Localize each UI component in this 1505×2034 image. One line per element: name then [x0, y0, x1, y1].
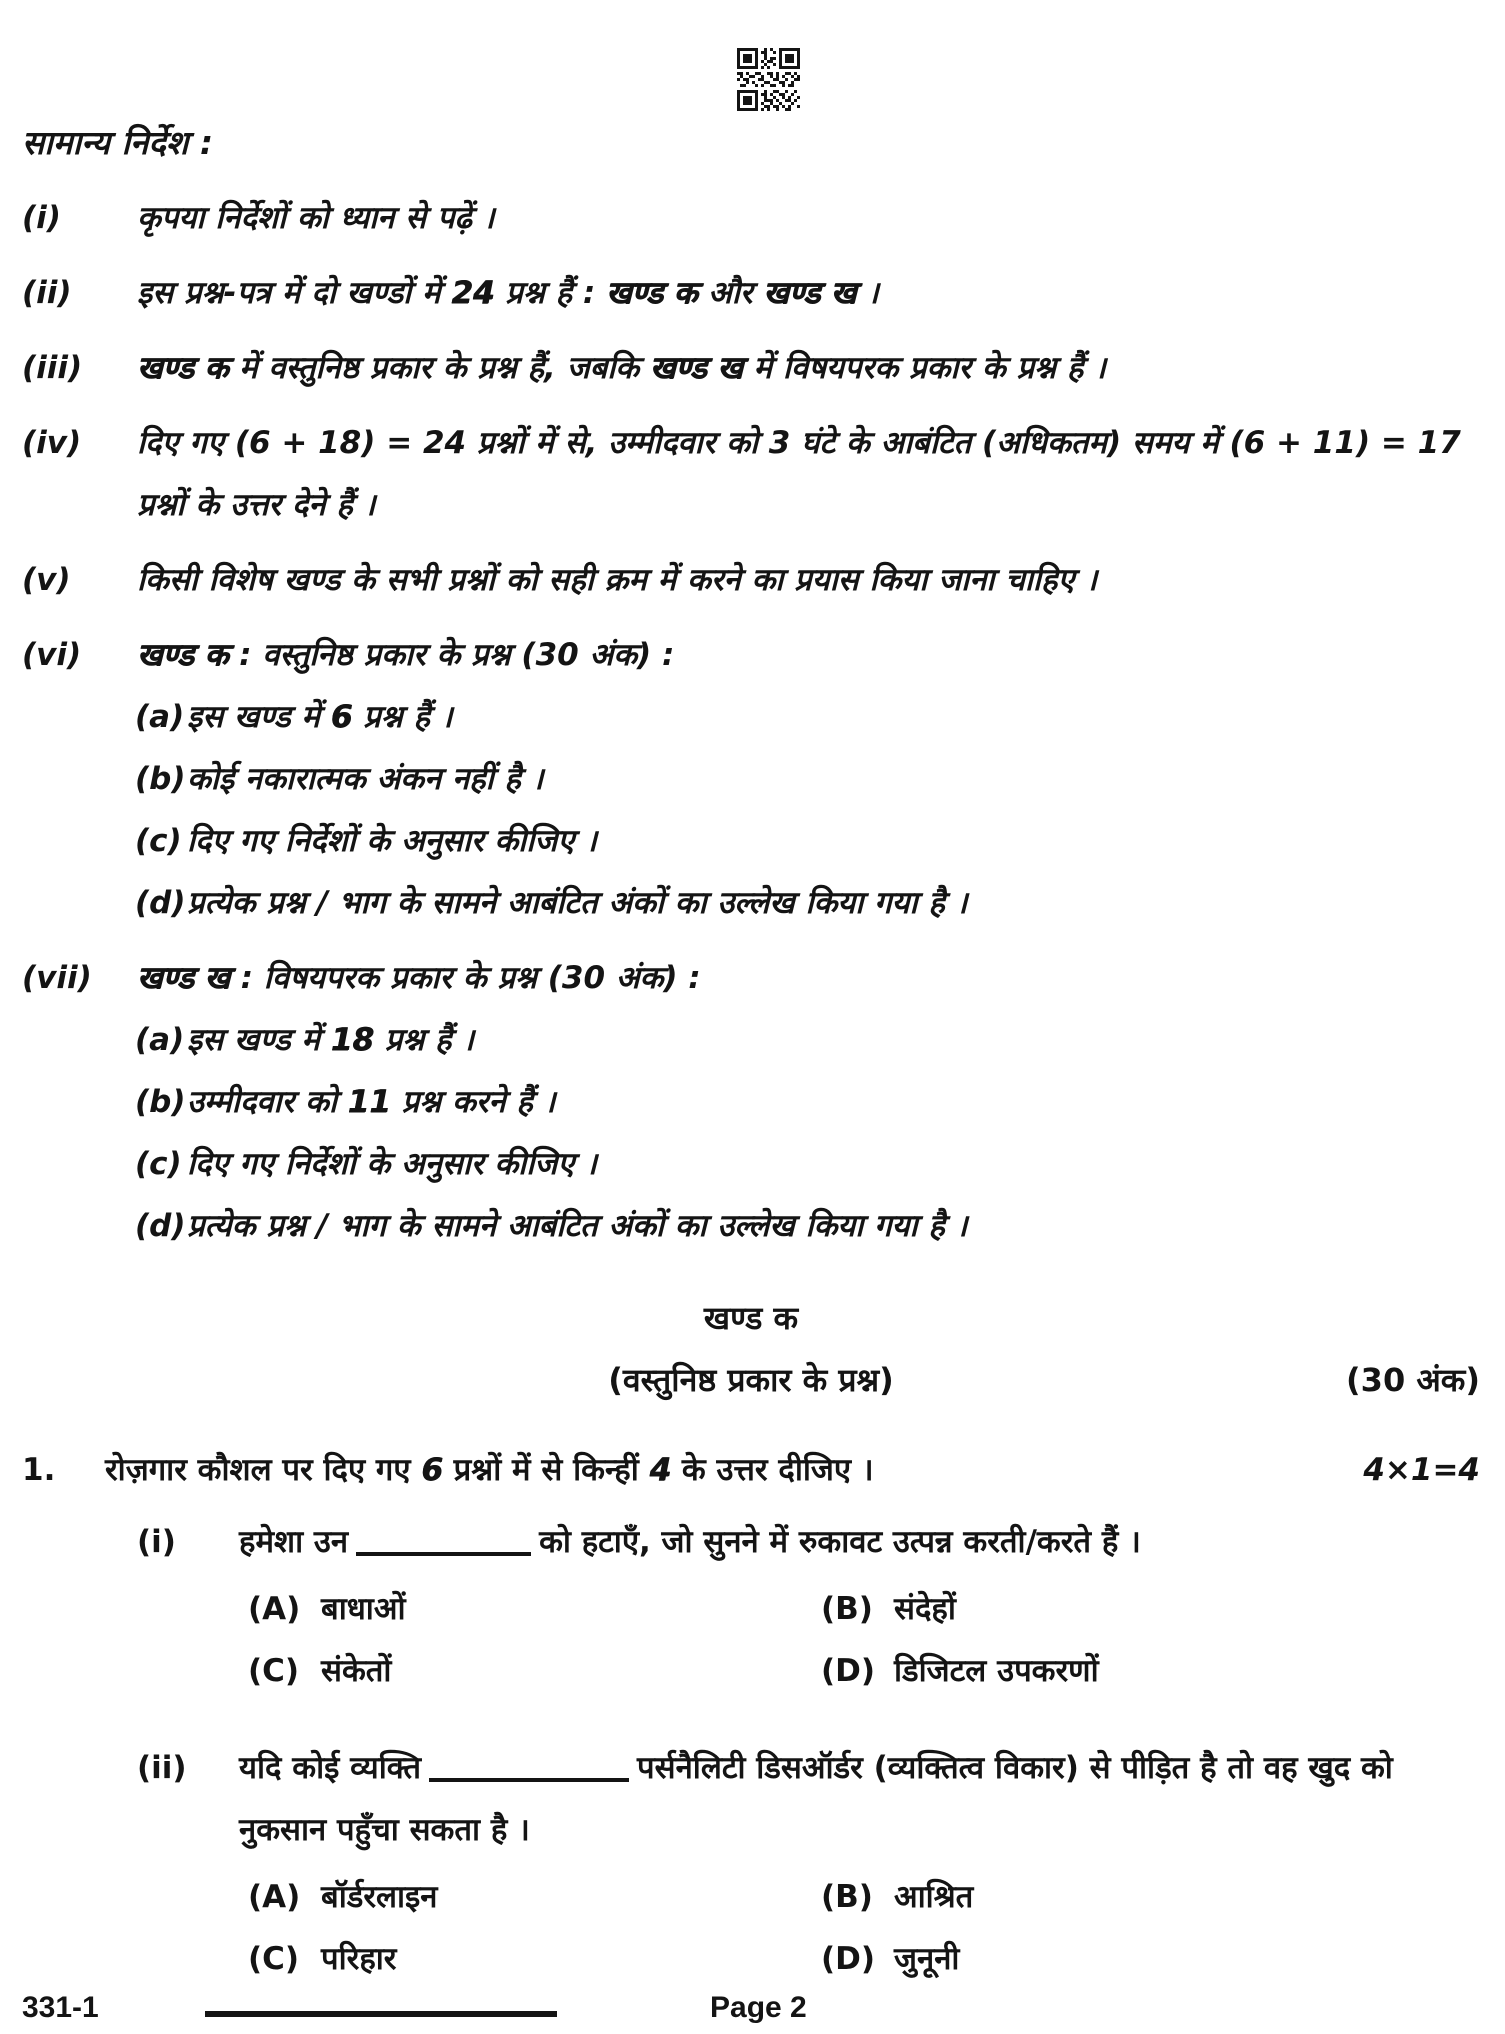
section-subtitle: (वस्तुनिष्ठ प्रकार के प्रश्न) [608, 1361, 894, 1399]
question-text: रोज़गार कौशल पर दिए गए 6 प्रश्नों में से किन्हीं 4 के उत्तर दीजिए । [105, 1452, 874, 1488]
sub-instruction-b [135, 748, 1480, 810]
option-c [248, 1640, 821, 1702]
sub-instruction-letter: (d) [135, 1208, 186, 1244]
instruction-item-vii [22, 947, 1480, 1009]
option-label: (C) [248, 1653, 300, 1689]
instruction-number: (i) [22, 200, 61, 236]
sub-instruction-b [135, 1071, 1480, 1133]
instruction-text: किसी विशेष खण्ड के सभी प्रश्नों को सही क्रम में करने का प्रयास किया जाना चाहिए । [137, 562, 1098, 598]
sub-instruction-text: प्रत्येक प्रश्न / भाग के सामने आबंटित अंकों का उल्लेख किया गया है । [187, 1208, 968, 1244]
option-a [248, 1866, 821, 1928]
subquestion-text: हमेशा उन को हटाएँ, जो सुनने में रुकावट उत्पन्न करती/करते हैं । [239, 1524, 1141, 1560]
qr-code-icon [737, 48, 800, 111]
sub-instruction-text: उम्मीदवार को 11 प्रश्न करने हैं । [187, 1084, 556, 1120]
instruction-item-v [22, 549, 1480, 611]
option-d [821, 1928, 1480, 1990]
fill-in-blank [356, 1551, 531, 1556]
sub-instruction-text: दिए गए निर्देशों के अनुसार कीजिए । [187, 823, 597, 859]
option-text: जुनूनी [894, 1941, 960, 1977]
sub-instruction-a [135, 1009, 1480, 1071]
qr-code-graphic [737, 48, 800, 111]
subquestion-number: (ii) [137, 1750, 187, 1786]
sub-instruction-text: दिए गए निर्देशों के अनुसार कीजिए । [187, 1146, 597, 1182]
option-label: (B) [821, 1879, 873, 1915]
instruction-number: (vi) [22, 637, 82, 673]
instruction-number: (vii) [22, 960, 92, 996]
instruction-number: (v) [22, 562, 71, 598]
instruction-number: (iii) [22, 350, 83, 386]
sub-instruction-letter: (b) [135, 761, 186, 797]
option-b [821, 1578, 1480, 1640]
instruction-number: (ii) [22, 275, 72, 311]
section-subtitle-row [22, 1349, 1480, 1411]
options-grid [248, 1866, 1480, 1990]
sub-instruction-text: कोई नकारात्मक अंकन नहीं है । [187, 761, 544, 797]
sub-instruction-letter: (a) [135, 699, 185, 735]
instruction-item-vi [22, 624, 1480, 686]
option-text: बाधाओं [321, 1591, 406, 1627]
option-text: आश्रित [894, 1879, 974, 1915]
option-label: (A) [248, 1591, 301, 1627]
subquestion-i [137, 1511, 1480, 1702]
instruction-item-i [22, 187, 1480, 249]
subquestion-text: यदि कोई व्यक्ति पर्सनैलिटी डिसऑर्डर (व्यक्तित्व विकार) से पीड़ित है तो वह खुद को नुकसान पहुँचा सकता है । [239, 1750, 1393, 1848]
option-label: (D) [821, 1653, 876, 1689]
section-marks: (30 अंक) [1346, 1361, 1480, 1399]
question-number: 1. [22, 1452, 56, 1488]
option-label: (A) [248, 1879, 301, 1915]
options-grid [248, 1578, 1480, 1702]
sub-instruction-letter: (a) [135, 1022, 185, 1058]
sub-instruction-a [135, 686, 1480, 748]
instruction-number: (iv) [22, 425, 82, 461]
instruction-text: खण्ड ख : विषयपरक प्रकार के प्रश्न (30 अंक) : [137, 960, 701, 996]
page-number: Page 2 [710, 1991, 807, 2024]
question-marks: 4×1=4 [1363, 1452, 1480, 1488]
sub-instruction-letter: (c) [135, 823, 182, 859]
subquestion-body [239, 1511, 1480, 1702]
page-footer [0, 1985, 1505, 2034]
option-d [821, 1640, 1480, 1702]
general-instructions-heading: सामान्य निर्देश : [22, 123, 214, 162]
paper-code: 331-1 [22, 1991, 99, 2024]
sub-instruction-letter: (c) [135, 1146, 182, 1182]
subquestion-number: (i) [137, 1524, 176, 1560]
option-c [248, 1928, 821, 1990]
instruction-text: इस प्रश्न-पत्र में दो खण्डों में 24 प्रश्न हैं : खण्ड क और खण्ड ख । [137, 275, 879, 311]
subquestion-body [239, 1737, 1480, 1990]
instruction-item-iv [22, 412, 1480, 536]
sub-instruction-text: इस खण्ड में 18 प्रश्न हैं । [187, 1022, 475, 1058]
instruction-text: दिए गए (6 + 18) = 24 प्रश्नों में से, उम्मीदवार को 3 घंटे के आबंटित (अधिकतम) समय में (6 + 11) = 17 प्रश्नों के उत्तर देने हैं । [137, 425, 1461, 523]
instruction-item-iii [22, 337, 1480, 399]
option-text: संकेतों [321, 1653, 392, 1689]
option-label: (B) [821, 1591, 873, 1627]
sub-instruction-text: प्रत्येक प्रश्न / भाग के सामने आबंटित अंकों का उल्लेख किया गया है । [187, 885, 968, 921]
option-text: डिजिटल उपकरणों [894, 1653, 1099, 1689]
option-text: बॉर्डरलाइन [321, 1879, 438, 1915]
sub-instruction-text: इस खण्ड में 6 प्रश्न हैं । [187, 699, 453, 735]
instruction-text: खण्ड क : वस्तुनिष्ठ प्रकार के प्रश्न (30 अंक) : [137, 637, 675, 673]
sub-instruction-c [135, 810, 1480, 872]
option-text: परिहार [321, 1941, 397, 1977]
section-a [22, 1287, 1480, 1411]
sub-instruction-letter: (b) [135, 1084, 186, 1120]
option-label: (D) [821, 1941, 876, 1977]
sub-instruction-d [135, 872, 1480, 934]
question-1 [22, 1439, 1480, 1501]
subquestion-ii [137, 1737, 1480, 1990]
option-text: संदेहों [894, 1591, 956, 1627]
sub-instruction-d [135, 1195, 1480, 1257]
fill-in-blank [429, 1777, 629, 1782]
sub-instruction-c [135, 1133, 1480, 1195]
sub-instruction-letter: (d) [135, 885, 186, 921]
instruction-text: कृपया निर्देशों को ध्यान से पढ़ें । [137, 200, 495, 236]
footer-divider-line [205, 2011, 557, 2017]
instruction-item-ii [22, 262, 1480, 324]
option-b [821, 1866, 1480, 1928]
instruction-text: खण्ड क में वस्तुनिष्ठ प्रकार के प्रश्न हैं, जबकि खण्ड ख में विषयपरक प्रकार के प्रश्न हैं । [137, 350, 1106, 386]
option-label: (C) [248, 1941, 300, 1977]
section-title: खण्ड क [703, 1299, 799, 1337]
option-a [248, 1578, 821, 1640]
